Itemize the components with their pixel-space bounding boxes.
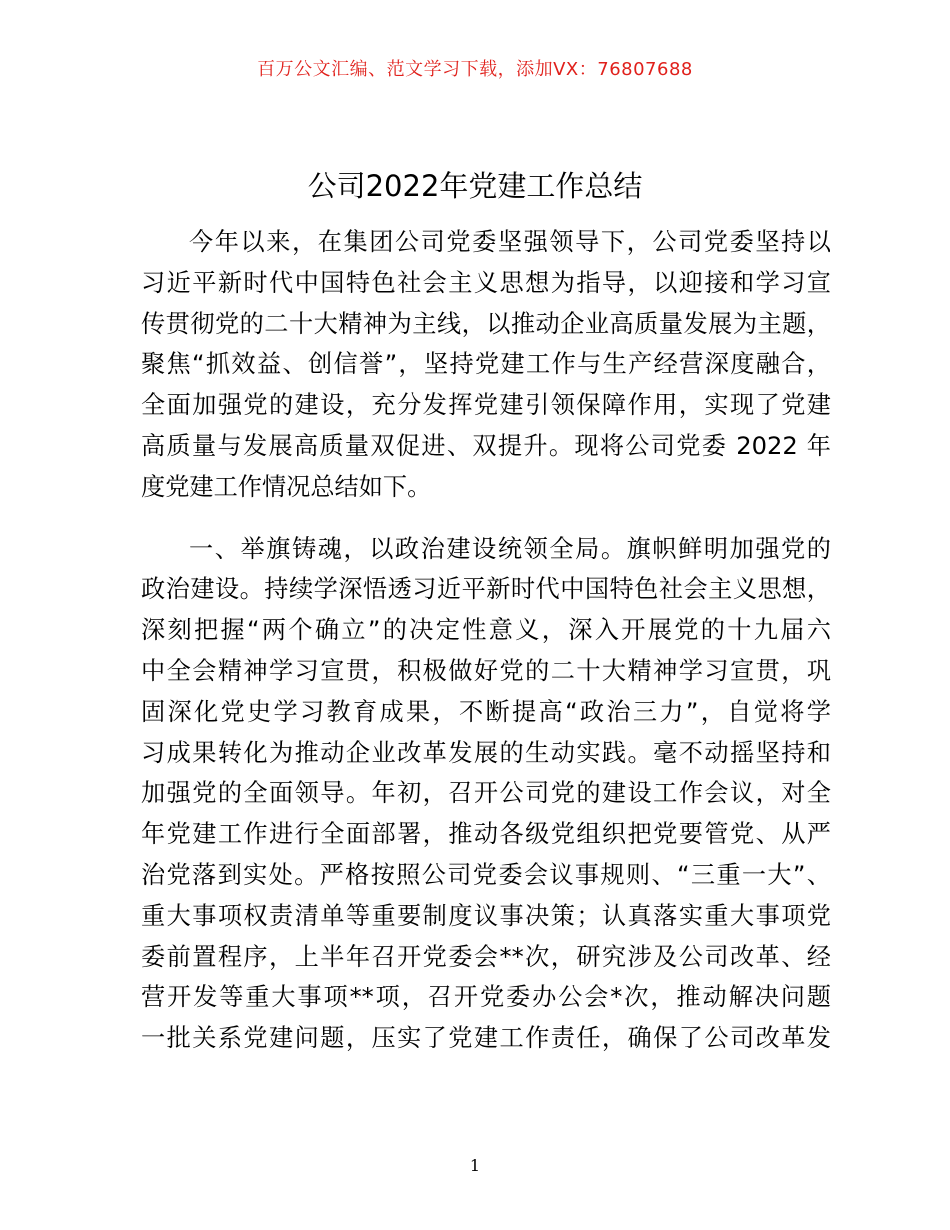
paragraph-line: 营开发等重大事项**项，召开党委办公会*次，推动解决问题 xyxy=(141,983,831,1012)
header-promo-note: 百万公文汇编、范文学习下载，添加VX：76807688 xyxy=(257,59,693,80)
page-number: 1 xyxy=(469,1156,481,1175)
paragraph-line: 一批关系党建问题，压实了党建工作责任，确保了公司改革发 xyxy=(141,1024,831,1053)
paragraph-line: 聚焦“抓效益、创信誉”，坚持党建工作与生产经营深度融合， xyxy=(141,350,831,379)
paragraph-line: 中全会精神学习宣贯，积极做好党的二十大精神学习宣贯，巩 xyxy=(141,656,831,685)
paragraph-spacer xyxy=(141,508,831,529)
paragraph-line: 习近平新时代中国特色社会主义思想为指导，以迎接和学习宣 xyxy=(141,268,831,297)
paragraph-line: 全面加强党的建设，充分发挥党建引领保障作用，实现了党建 xyxy=(141,391,831,420)
document-body xyxy=(141,222,831,1059)
paragraph-line: 深刻把握“两个确立”的决定性意义，深入开展党的十九届六 xyxy=(141,616,831,645)
paragraph-line: 重大事项权责清单等重要制度议事决策；认真落实重大事项党 xyxy=(141,901,831,930)
paragraph-line: 今年以来，在集团公司党委坚强领导下，公司党委坚持以 xyxy=(189,228,831,256)
paragraph-line: 治党落到实处。严格按照公司党委会议事规则、“三重一大”、 xyxy=(141,860,831,889)
paragraph-line: 固深化党史学习教育成果，不断提高“政治三力”，自觉将学 xyxy=(141,697,831,726)
paragraph-line: 政治建设。持续学深悟透习近平新时代中国特色社会主义思想， xyxy=(141,575,831,604)
paragraph-line: 高质量与发展高质量双促进、双提升。现将公司党委 2022 年 xyxy=(141,431,831,460)
paragraph-line: 传贯彻党的二十大精神为主线，以推动企业高质量发展为主题， xyxy=(141,309,831,338)
paragraph-line: 委前置程序，上半年召开党委会**次，研究涉及公司改革、经 xyxy=(141,942,831,971)
document-title: 公司2022年党建工作总结 xyxy=(307,169,643,203)
paragraph-line: 习成果转化为推动企业改革发展的生动实践。毫不动摇坚持和 xyxy=(141,738,831,767)
paragraph-line: 加强党的全面领导。年初，召开公司党的建设工作会议，对全 xyxy=(141,779,831,808)
paragraph-intro xyxy=(141,222,831,508)
paragraph-line: 一、举旗铸魂，以政治建设统领全局。旗帜鲜明加强党的 xyxy=(189,534,831,563)
paragraph-line: 度党建工作情况总结如下。 xyxy=(141,472,432,501)
paragraph-line: 年党建工作进行全面部署，推动各级党组织把党要管党、从严 xyxy=(141,820,831,849)
paragraph-section-one xyxy=(141,529,831,1059)
